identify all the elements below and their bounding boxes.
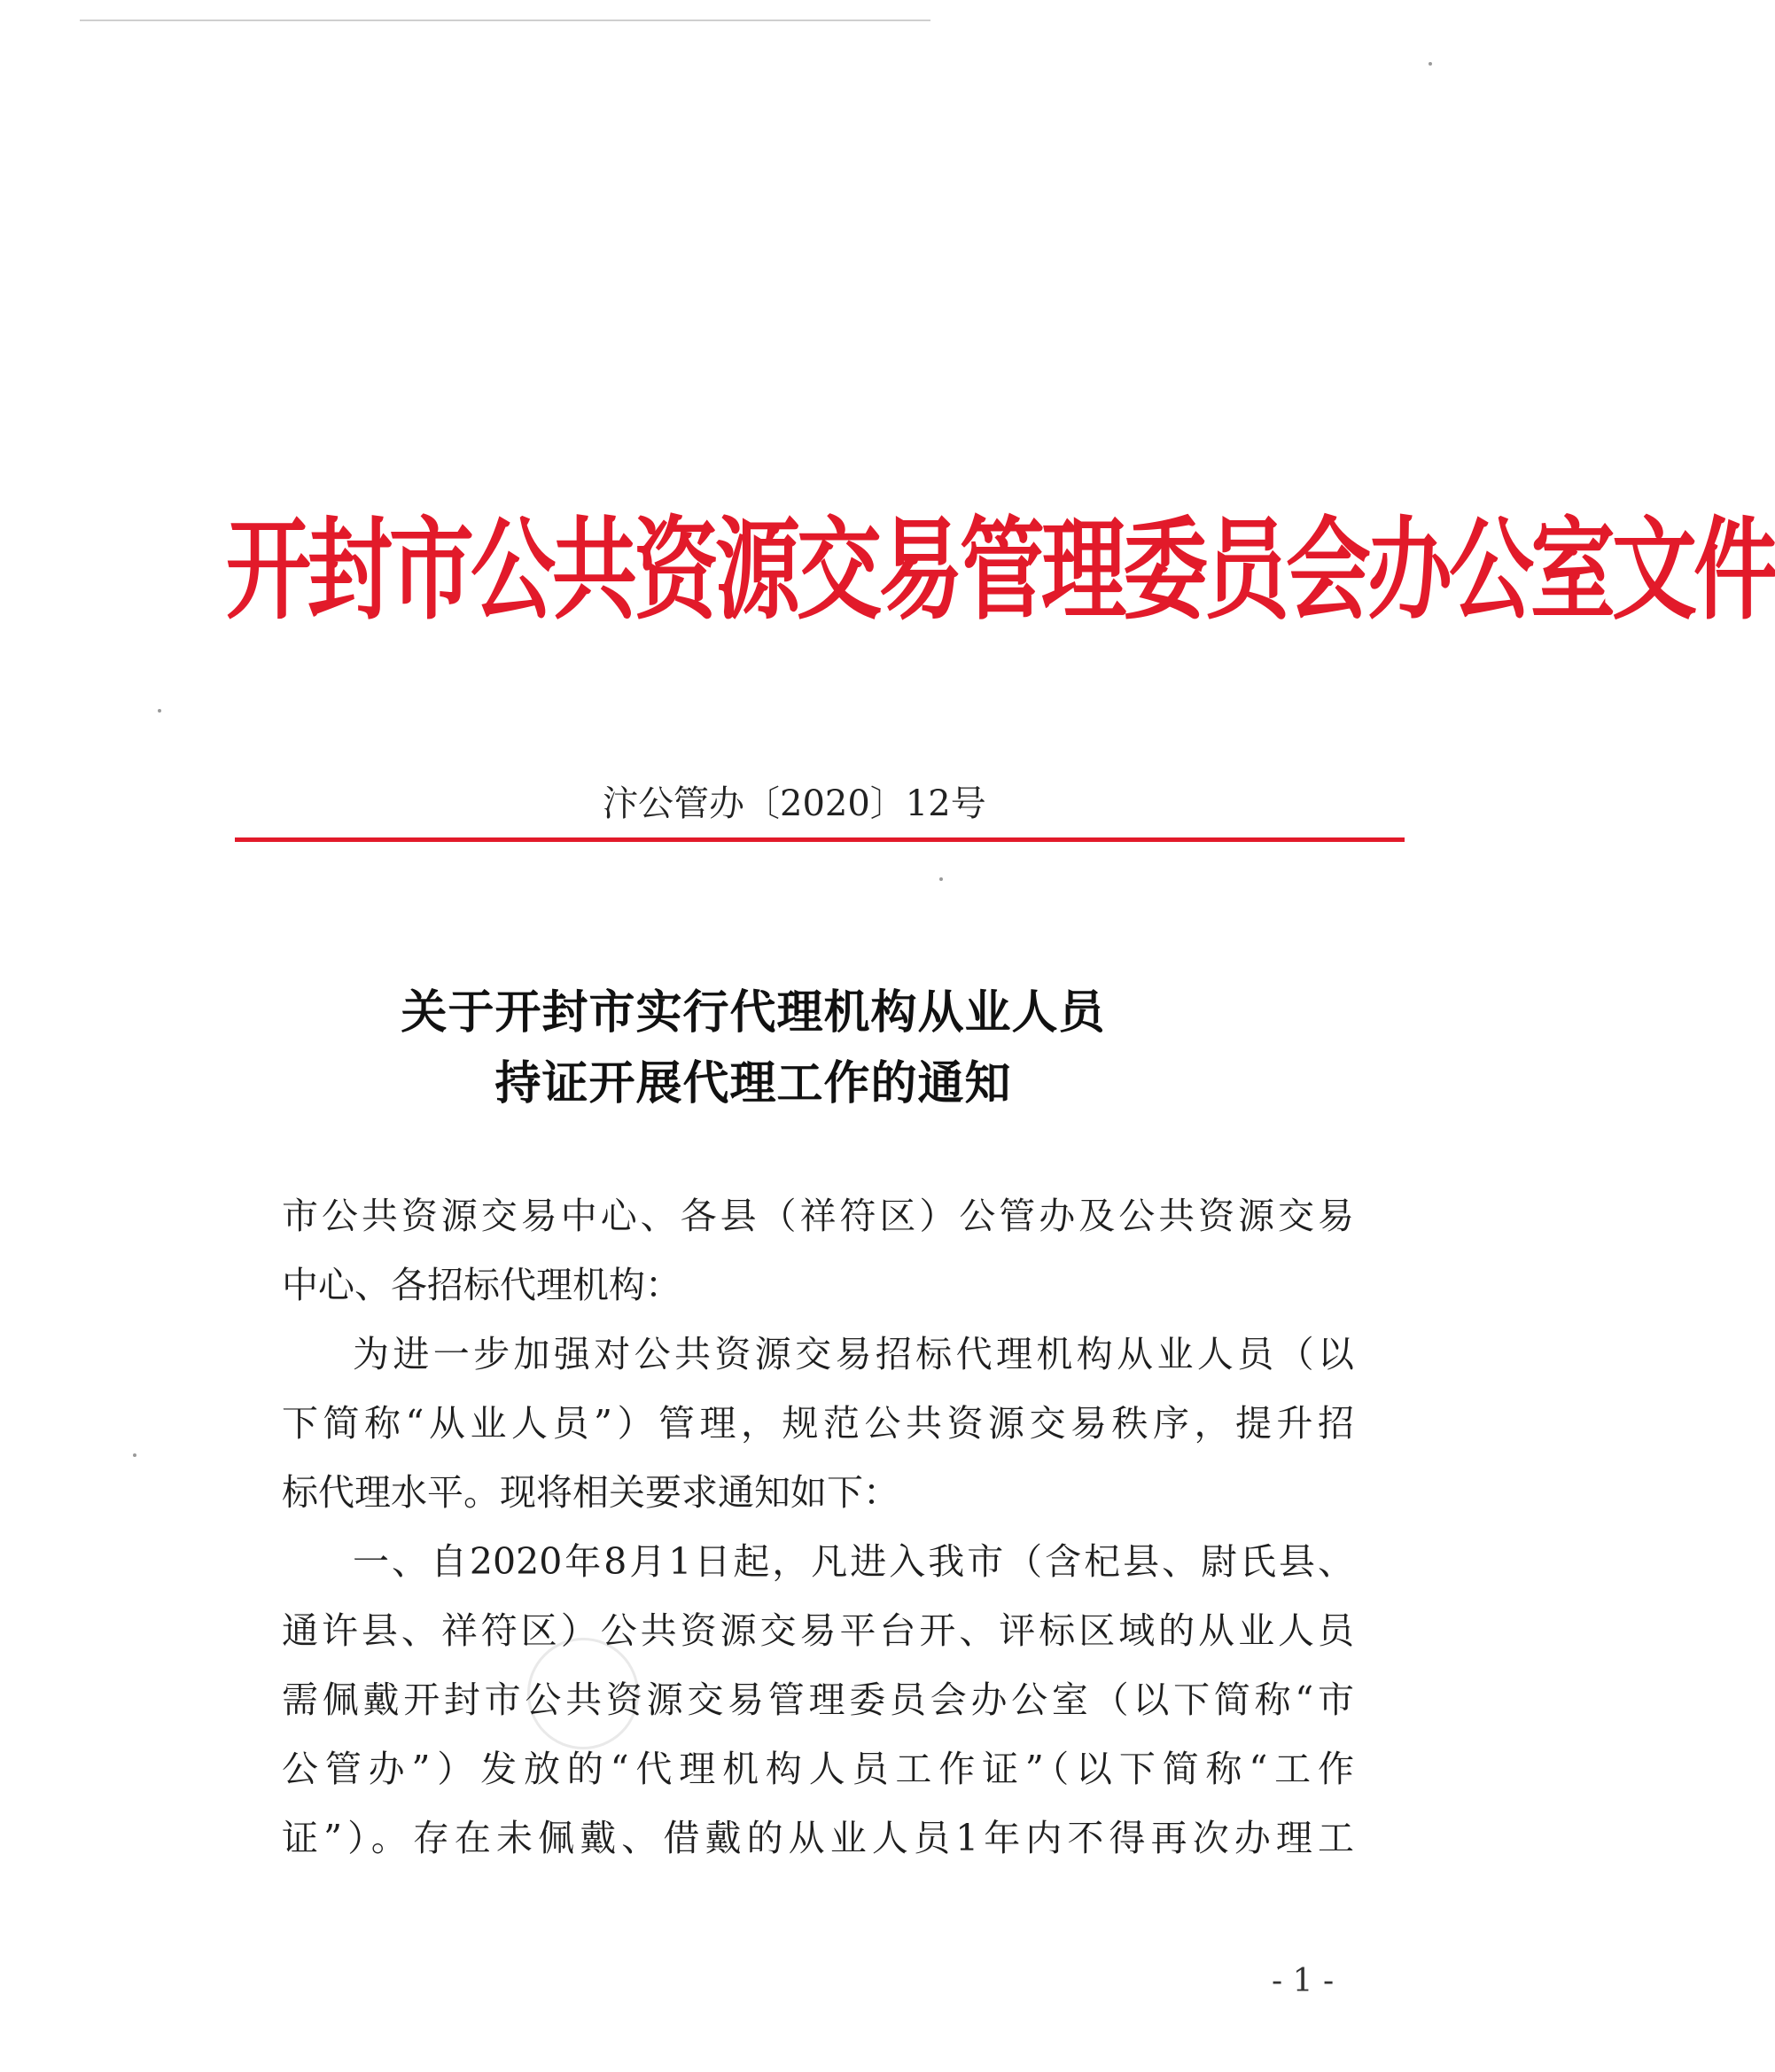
scan-speck [1429, 62, 1432, 66]
body-line-9: 公管办”）发放的“代理机构人员工作证”（以下简称“工作 [282, 1748, 1354, 1790]
notice-title-line-1: 关于开封市实行代理机构从业人员 [401, 986, 1106, 1040]
page-number: - 1 - [1272, 1963, 1335, 1999]
scan-speck [133, 1453, 136, 1457]
scan-speck [158, 709, 161, 713]
scan-edge-line [80, 19, 930, 21]
body-line-3: 为进一步加强对公共资源交易招标代理机构从业人员（以 [353, 1333, 1354, 1375]
notice-title-line-2: 持证开展代理工作的通知 [494, 1057, 1012, 1110]
body-line-8: 需佩戴开封市公共资源交易管理委员会办公室（以下简称“市 [282, 1679, 1354, 1721]
body-line-1: 市公共资源交易中心、各县（祥符区）公管办及公共资源交易 [282, 1195, 1354, 1237]
body-line-4: 下简称“从业人员”）管理，规范公共资源交易秩序，提升招 [282, 1402, 1354, 1445]
issuer-red-header: 开封市公共资源交易管理委员会办公室文件 [226, 506, 1775, 635]
document-number: 汴公管办〔2020〕12号 [603, 783, 986, 824]
red-separator-line [235, 837, 1405, 842]
body-line-2: 中心、各招标代理机构： [282, 1264, 681, 1306]
body-line-5: 标代理水平。现将相关要求通知如下： [282, 1471, 899, 1514]
scan-speck [939, 877, 943, 881]
body-line-10: 证”）。存在未佩戴、借戴的从业人员1年内不得再次办理工 [282, 1817, 1354, 1859]
body-line-6: 一、自2020年8月1日起，凡进入我市（含杞县、尉氏县、 [353, 1540, 1354, 1583]
body-line-7: 通许县、祥符区）公共资源交易平台开、评标区域的从业人员 [282, 1609, 1354, 1652]
